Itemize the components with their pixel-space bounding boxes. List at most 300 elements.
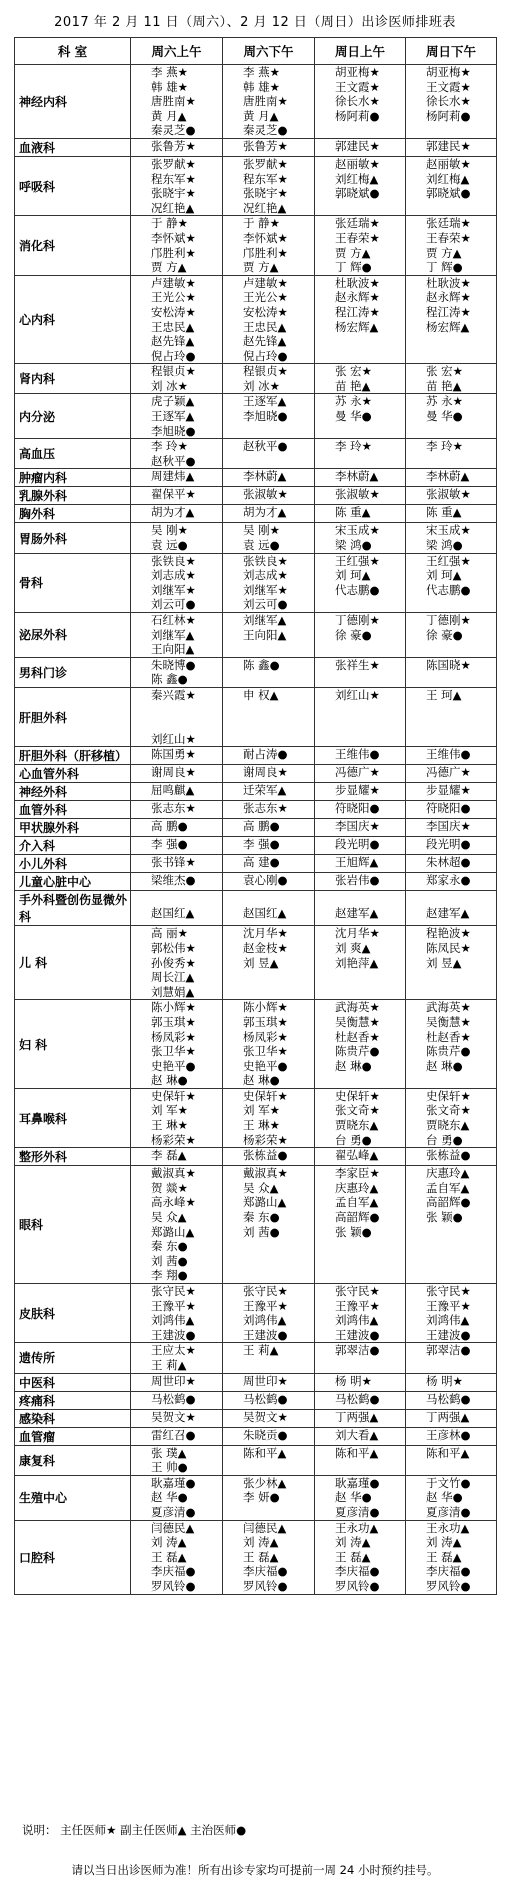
- doctor-entry: 李庆福●: [335, 1564, 380, 1579]
- slot-sat-pm: [223, 138, 315, 156]
- doctor-entry: 马松鹤●: [426, 1391, 471, 1406]
- dept-name: 肿瘤内科: [15, 469, 131, 487]
- doctor-entry: 胡亚梅★: [426, 65, 471, 79]
- slot-sun-pm: [406, 216, 497, 275]
- doctor-entry: 李庆福●: [151, 1564, 196, 1579]
- slot-sun-am: [315, 891, 406, 926]
- slot-sun-am: [315, 1445, 406, 1475]
- slot-sun-am: [315, 1391, 406, 1409]
- slot-sat-pm: [223, 1343, 315, 1373]
- slot-sun-pm: [406, 1343, 497, 1373]
- doctor-entry: 翟弘峰▲: [335, 1148, 379, 1163]
- doctor-entry: 程东军★: [243, 171, 288, 186]
- doctor-entry: 杨宏辉▲: [335, 319, 379, 334]
- doctor-entry: 刘 爽▲: [335, 940, 371, 955]
- doctor-entry: 刘鸿伟▲: [335, 1313, 379, 1328]
- doctor-entry: 王 莉▲: [243, 1343, 279, 1358]
- doctor-entry: 王永功▲: [335, 1520, 379, 1535]
- doctor-entry: 刘鸿伟▲: [426, 1313, 470, 1328]
- doctor-entry: 王春荣★: [335, 230, 380, 245]
- doctor-entry: 刘 军★: [151, 1103, 188, 1118]
- slot-sun-am: [315, 765, 406, 783]
- slot-sun-pm: [406, 1520, 497, 1594]
- doctor-entry: 朱晓博●: [151, 657, 196, 672]
- slot-sat-pm: [223, 1088, 315, 1147]
- doctor-entry: 刘 涛▲: [243, 1535, 279, 1550]
- doctor-entry: 朱林超●: [426, 855, 471, 870]
- slot-sat-am: [131, 891, 223, 926]
- table-row: [15, 926, 497, 1000]
- doctor-entry: 张祥生★: [335, 657, 380, 672]
- slot-sun-pm: [406, 801, 497, 819]
- doctor-entry: 符晓阳●: [426, 801, 471, 816]
- doctor-entry: [243, 891, 314, 906]
- doctor-entry: 赵建军▲: [426, 905, 470, 920]
- doctor-entry: 丁德刚★: [426, 613, 471, 627]
- doctor-entry: [151, 717, 222, 732]
- slot-sat-pm: [223, 891, 315, 926]
- slot-sat-am: [131, 65, 223, 139]
- doctor-entry: 谢周良★: [243, 765, 288, 780]
- slot-sun-am: [315, 613, 406, 658]
- slot-sat-am: [131, 505, 223, 523]
- doctor-entry: 黄 月▲: [243, 108, 279, 123]
- slot-sun-am: [315, 873, 406, 891]
- doctor-entry: 刘红梅▲: [426, 171, 470, 186]
- slot-sun-pm: [406, 275, 497, 364]
- doctor-entry: 刘 珂▲: [426, 568, 462, 583]
- doctor-entry: 夏彦清●: [426, 1504, 471, 1519]
- slot-sun-pm: [406, 394, 497, 439]
- doctor-entry: 周世印★: [243, 1373, 288, 1388]
- doctor-entry: 王春荣★: [426, 230, 471, 245]
- doctor-entry: 耿嘉瑾●: [335, 1475, 380, 1490]
- dept-name: 整形外科: [15, 1148, 131, 1166]
- doctor-entry: [151, 703, 222, 718]
- table-row: [15, 1166, 497, 1284]
- doctor-entry: 史保轩★: [335, 1088, 380, 1103]
- table-row: [15, 1148, 497, 1166]
- slot-sat-am: [131, 1284, 223, 1343]
- doctor-entry: 王光公★: [243, 290, 288, 305]
- doctor-entry: 丁 辉●: [335, 260, 372, 275]
- doctor-entry: 苗 艳▲: [426, 378, 462, 393]
- doctor-entry: 王向阳▲: [243, 627, 287, 642]
- doctor-entry: [151, 891, 222, 906]
- doctor-entry: 胡亚梅★: [335, 65, 380, 79]
- dept-name: 神经内科: [15, 65, 131, 139]
- doctor-entry: 李旭晓●: [151, 423, 196, 438]
- doctor-entry: 况红艳▲: [151, 200, 195, 215]
- slot-sat-pm: [223, 1166, 315, 1284]
- dept-name: 神经外科: [15, 783, 131, 801]
- doctor-entry: 唐胜南★: [243, 94, 288, 109]
- doctor-entry: 张栋益●: [426, 1148, 471, 1163]
- table-row: [15, 1284, 497, 1343]
- doctor-entry: 冯德广★: [335, 765, 380, 780]
- slot-sat-am: [131, 523, 223, 553]
- doctor-entry: 虎子颖▲: [151, 394, 195, 409]
- doctor-entry: 吴衡慧★: [335, 1014, 380, 1029]
- doctor-entry: 王忠民▲: [243, 319, 287, 334]
- slot-sat-am: [131, 801, 223, 819]
- slot-sun-am: [315, 1427, 406, 1445]
- table-row: [15, 1427, 497, 1445]
- slot-sat-pm: [223, 1391, 315, 1409]
- doctor-entry: 周建炜▲: [151, 469, 195, 484]
- doctor-entry: 杨凤彩★: [243, 1029, 288, 1044]
- doctor-entry: 张卫华★: [151, 1044, 196, 1059]
- table-row: [15, 837, 497, 855]
- table-row: [15, 1373, 497, 1391]
- slot-sun-am: [315, 505, 406, 523]
- slot-sun-am: [315, 1088, 406, 1147]
- doctor-entry: 孟自军▲: [335, 1195, 379, 1210]
- slot-sat-am: [131, 469, 223, 487]
- doctor-entry: 赵国红▲: [243, 905, 287, 920]
- doctor-entry: 闫德民▲: [243, 1520, 287, 1535]
- col-header-dept: 科 室: [15, 38, 131, 65]
- doctor-entry: 刘 昱▲: [243, 955, 279, 970]
- slot-sun-pm: [406, 837, 497, 855]
- slot-sun-pm: [406, 1284, 497, 1343]
- dept-name: 儿 科: [15, 926, 131, 1000]
- table-row: [15, 487, 497, 505]
- doctor-entry: 王 磊▲: [335, 1549, 371, 1564]
- table-row: [15, 156, 497, 215]
- slot-sat-pm: [223, 765, 315, 783]
- slot-sun-pm: [406, 855, 497, 873]
- doctor-entry: 步显耀★: [335, 783, 380, 798]
- doctor-entry: 王逐军▲: [151, 409, 195, 424]
- doctor-entry: 宋玉成★: [335, 523, 380, 538]
- slot-sun-pm: [406, 783, 497, 801]
- doctor-entry: 黄 月▲: [151, 108, 187, 123]
- table-row: [15, 765, 497, 783]
- slot-sat-pm: [223, 855, 315, 873]
- doctor-entry: 李 燕★: [243, 65, 280, 79]
- slot-sun-am: [315, 364, 406, 394]
- doctor-entry: 李 翔●: [151, 1268, 188, 1283]
- dept-name: 小儿外科: [15, 855, 131, 873]
- doctor-entry: 丁 辉●: [426, 260, 463, 275]
- doctor-entry: 陈和平▲: [335, 1445, 379, 1460]
- slot-sun-am: [315, 687, 406, 746]
- table-row: [15, 1391, 497, 1409]
- dept-name: 口腔科: [15, 1520, 131, 1594]
- doctor-entry: 耐占涛●: [243, 747, 288, 762]
- doctor-entry: 张栋益●: [243, 1148, 288, 1163]
- doctor-entry: 郭玉琪★: [243, 1014, 288, 1029]
- slot-sat-am: [131, 873, 223, 891]
- doctor-entry: 贺 燚★: [151, 1180, 188, 1195]
- doctor-entry: 韩 雄★: [243, 79, 280, 94]
- doctor-entry: 刘志成★: [151, 568, 196, 583]
- doctor-entry: 李 玲★: [335, 439, 372, 454]
- doctor-entry: 秦 东●: [151, 1239, 188, 1254]
- slot-sat-am: [131, 1343, 223, 1373]
- slot-sun-am: [315, 1373, 406, 1391]
- doctor-entry: 台 勇●: [335, 1132, 372, 1147]
- slot-sat-pm: [223, 687, 315, 746]
- doctor-entry: 王 磊▲: [243, 1549, 279, 1564]
- doctor-entry: 张鲁芳★: [243, 138, 288, 153]
- doctor-entry: 杜赵香★: [426, 1029, 471, 1044]
- doctor-entry: 郭玉琪★: [151, 1014, 196, 1029]
- doctor-entry: 秦 东●: [243, 1210, 280, 1225]
- doctor-entry: 郭建民★: [426, 138, 471, 153]
- doctor-entry: 吴 刚★: [243, 523, 280, 538]
- doctor-entry: 张文奇★: [426, 1103, 471, 1118]
- col-header-sat-pm: 周六下午: [223, 38, 315, 65]
- dept-name: 胃肠外科: [15, 523, 131, 553]
- slot-sat-pm: [223, 553, 315, 612]
- doctor-entry: 安松涛★: [243, 304, 288, 319]
- slot-sun-pm: [406, 765, 497, 783]
- doctor-entry: 赵先锋▲: [243, 334, 287, 349]
- doctor-entry: 丁两强▲: [426, 1409, 470, 1424]
- slot-sun-pm: [406, 65, 497, 139]
- doctor-entry: 邝胜利★: [243, 245, 288, 260]
- slot-sun-am: [315, 837, 406, 855]
- slot-sat-am: [131, 613, 223, 658]
- doctor-entry: 陈和平▲: [426, 1445, 470, 1460]
- slot-sun-am: [315, 469, 406, 487]
- doctor-entry: 况红艳▲: [243, 200, 287, 215]
- doctor-entry: 戴淑真★: [243, 1166, 288, 1181]
- slot-sun-am: [315, 819, 406, 837]
- doctor-entry: 张守民★: [151, 1284, 196, 1298]
- doctor-entry: 于 静★: [151, 216, 188, 231]
- table-row: [15, 1520, 497, 1594]
- slot-sun-pm: [406, 439, 497, 469]
- doctor-entry: 王逐军▲: [243, 394, 287, 409]
- slot-sat-pm: [223, 469, 315, 487]
- doctor-entry: 刘慧娟▲: [151, 984, 195, 999]
- slot-sat-am: [131, 439, 223, 469]
- doctor-entry: 王建波●: [335, 1327, 380, 1342]
- slot-sun-am: [315, 747, 406, 765]
- doctor-entry: 徐长水★: [426, 94, 471, 109]
- doctor-entry: 陈 重▲: [426, 505, 462, 520]
- doctor-entry: 唐胜南★: [151, 94, 196, 109]
- doctor-entry: 张晓宇★: [243, 186, 288, 201]
- doctor-entry: 王豫平★: [243, 1298, 288, 1313]
- dept-name: 血液科: [15, 138, 131, 156]
- slot-sun-pm: [406, 364, 497, 394]
- slot-sun-pm: [406, 891, 497, 926]
- doctor-entry: 李庆福●: [243, 1564, 288, 1579]
- dept-name: 血管外科: [15, 801, 131, 819]
- doctor-entry: 赵永辉★: [335, 290, 380, 305]
- doctor-entry: 张淑敏★: [243, 487, 288, 502]
- doctor-entry: 徐 豪●: [335, 627, 372, 642]
- dept-name: 介入科: [15, 837, 131, 855]
- slot-sat-am: [131, 487, 223, 505]
- doctor-entry: 罗风铃●: [335, 1578, 380, 1593]
- slot-sat-am: [131, 819, 223, 837]
- doctor-entry: 陈 重▲: [335, 505, 371, 520]
- doctor-entry: 代志鹏●: [426, 582, 471, 597]
- dept-name: 血管瘤: [15, 1427, 131, 1445]
- doctor-entry: 刘鸿伟▲: [243, 1313, 287, 1328]
- doctor-entry: 马松鹤●: [151, 1391, 196, 1406]
- doctor-entry: 刘红梅▲: [335, 171, 379, 186]
- doctor-entry: 张廷瑞★: [426, 216, 471, 231]
- doctor-entry: 秦灵芝●: [243, 123, 288, 138]
- dept-name: 妇 科: [15, 1000, 131, 1089]
- doctor-entry: 庆惠玲▲: [426, 1166, 470, 1181]
- doctor-entry: 周长江▲: [151, 970, 195, 985]
- doctor-entry: 刘志成★: [243, 568, 288, 583]
- doctor-entry: 贾 方▲: [243, 260, 279, 275]
- doctor-entry: 郭翠洁●: [426, 1343, 471, 1358]
- doctor-entry: 闫德民▲: [151, 1520, 195, 1535]
- doctor-entry: 陈小辉★: [151, 1000, 196, 1015]
- dept-name: 遗传所: [15, 1343, 131, 1373]
- slot-sat-am: [131, 855, 223, 873]
- doctor-entry: 高韶辉●: [335, 1210, 380, 1225]
- doctor-entry: 步显耀★: [426, 783, 471, 798]
- doctor-entry: 李怀斌★: [151, 230, 196, 245]
- doctor-entry: 王维伟●: [426, 747, 471, 762]
- doctor-entry: 程艳波★: [426, 926, 471, 941]
- slot-sat-am: [131, 216, 223, 275]
- slot-sat-pm: [223, 275, 315, 364]
- slot-sat-am: [131, 783, 223, 801]
- doctor-entry: 徐 豪●: [426, 627, 463, 642]
- slot-sun-am: [315, 487, 406, 505]
- doctor-entry: 张守民★: [426, 1284, 471, 1298]
- dept-name: 乳腺外科: [15, 487, 131, 505]
- schedule-table: [14, 37, 497, 1595]
- doctor-entry: 王豫平★: [151, 1298, 196, 1313]
- doctor-entry: 贾 方▲: [335, 245, 371, 260]
- doctor-entry: 赵 华●: [426, 1490, 463, 1505]
- doctor-entry: 李 妍●: [243, 1490, 280, 1505]
- slot-sun-am: [315, 523, 406, 553]
- slot-sun-pm: [406, 1148, 497, 1166]
- doctor-entry: 王 磊▲: [151, 1549, 187, 1564]
- table-row: [15, 687, 497, 746]
- doctor-entry: 吴衡慧★: [426, 1014, 471, 1029]
- doctor-entry: 程银贞★: [151, 364, 196, 379]
- slot-sun-pm: [406, 1445, 497, 1475]
- slot-sun-am: [315, 783, 406, 801]
- slot-sat-pm: [223, 487, 315, 505]
- slot-sun-am: [315, 657, 406, 687]
- doctor-entry: 高 丽★: [151, 926, 188, 941]
- doctor-entry: 陈国晓★: [426, 657, 471, 672]
- dept-name: 儿童心脏中心: [15, 873, 131, 891]
- dept-name: 耳鼻喉科: [15, 1088, 131, 1147]
- doctor-entry: 沈月华★: [335, 926, 380, 941]
- doctor-entry: 梁 鸿●: [335, 538, 372, 553]
- slot-sun-pm: [406, 1000, 497, 1089]
- header-row: [15, 38, 497, 65]
- dept-name: 感染科: [15, 1409, 131, 1427]
- doctor-entry: 王 磊▲: [426, 1549, 462, 1564]
- doctor-entry: 翟保平★: [151, 487, 196, 502]
- doctor-entry: 沈月华★: [243, 926, 288, 941]
- slot-sun-am: [315, 439, 406, 469]
- doctor-entry: 戴淑真★: [151, 1166, 196, 1181]
- doctor-entry: 张廷瑞★: [335, 216, 380, 231]
- col-header-sat-am: 周六上午: [131, 38, 223, 65]
- doctor-entry: 吴贺文★: [243, 1409, 288, 1424]
- doctor-entry: 胡为才▲: [151, 505, 195, 520]
- slot-sun-pm: [406, 687, 497, 746]
- doctor-entry: 程银贞★: [243, 364, 288, 379]
- table-row: [15, 65, 497, 139]
- doctor-entry: 李国庆★: [335, 819, 380, 834]
- slot-sun-am: [315, 1409, 406, 1427]
- doctor-entry: 李林蔚▲: [243, 469, 287, 484]
- doctor-entry: 程东军★: [151, 171, 196, 186]
- slot-sat-am: [131, 156, 223, 215]
- table-row: [15, 216, 497, 275]
- doctor-entry: 丁两强▲: [335, 1409, 379, 1424]
- doctor-entry: 罗风铃●: [151, 1578, 196, 1593]
- dept-name: 生殖中心: [15, 1475, 131, 1520]
- dept-name: 呼吸科: [15, 156, 131, 215]
- doctor-entry: 吴 众▲: [243, 1180, 279, 1195]
- table-row: [15, 873, 497, 891]
- slot-sat-pm: [223, 65, 315, 139]
- doctor-entry: 张守民★: [243, 1284, 288, 1298]
- doctor-entry: 赵 华●: [335, 1490, 372, 1505]
- doctor-entry: 宋玉成★: [426, 523, 471, 538]
- doctor-entry: 张铁良★: [243, 553, 288, 568]
- slot-sat-am: [131, 1520, 223, 1594]
- doctor-entry: 赵建军▲: [335, 905, 379, 920]
- doctor-entry: 陈国勇★: [151, 747, 196, 762]
- table-row: [15, 1088, 497, 1147]
- doctor-entry: 刘 茜●: [243, 1224, 280, 1239]
- dept-name: 疼痛科: [15, 1391, 131, 1409]
- footer-note: 请以当日出诊医师为准！所有出诊专家均可提前一周 24 小时预约挂号。: [71, 1863, 439, 1877]
- doctor-entry: 迁荣军▲: [243, 783, 287, 798]
- dept-name: 甲状腺外科: [15, 819, 131, 837]
- doctor-entry: 刘 涛▲: [426, 1535, 462, 1550]
- slot-sun-pm: [406, 523, 497, 553]
- doctor-entry: 贾 方▲: [151, 260, 187, 275]
- table-row: [15, 138, 497, 156]
- doctor-entry: 曼 华●: [426, 409, 463, 424]
- doctor-entry: 郑潞山▲: [243, 1195, 287, 1210]
- dept-name: 康复科: [15, 1445, 131, 1475]
- doctor-entry: 徐长水★: [335, 94, 380, 109]
- doctor-entry: 袁心刚●: [243, 873, 288, 888]
- doctor-entry: 刘 茜●: [151, 1253, 188, 1268]
- slot-sun-pm: [406, 487, 497, 505]
- doctor-entry: 张岩伟●: [335, 873, 380, 888]
- doctor-entry: 梁维杰●: [151, 873, 196, 888]
- doctor-entry: 张淑敏★: [335, 487, 380, 502]
- table-row: [15, 801, 497, 819]
- slot-sun-am: [315, 801, 406, 819]
- doctor-entry: 苏 永★: [335, 394, 372, 409]
- table-row: [15, 855, 497, 873]
- slot-sun-pm: [406, 505, 497, 523]
- doctor-entry: 赵丽敏★: [335, 156, 380, 171]
- table-row: [15, 1343, 497, 1373]
- slot-sun-pm: [406, 1373, 497, 1391]
- doctor-entry: 史保轩★: [426, 1088, 471, 1103]
- slot-sat-pm: [223, 1445, 315, 1475]
- doctor-entry: 高 建●: [243, 855, 280, 870]
- slot-sat-pm: [223, 523, 315, 553]
